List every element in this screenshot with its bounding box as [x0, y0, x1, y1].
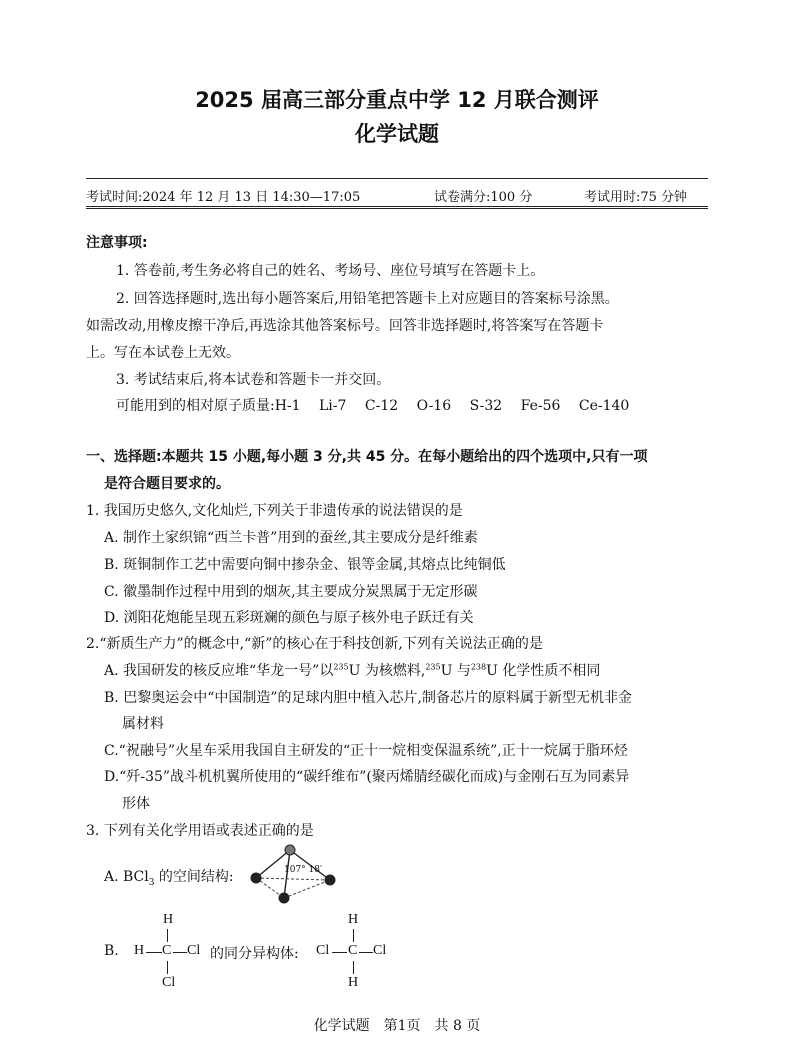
q2-option-d-line2: 形体	[122, 796, 150, 812]
section-heading-b: 是符合题目要求的。	[104, 476, 230, 492]
atom-h-top: H	[163, 912, 174, 927]
q1-option-b: B. 斑铜制作工艺中需要向铜中掺杂金、银等金属,其熔点比纯铜低	[104, 557, 506, 573]
bond-vertical	[353, 961, 354, 974]
exam-subtitle: 化学试题	[355, 122, 439, 146]
top-rule	[86, 178, 708, 179]
q2-option-c: C.“祝融号”火星车采用我国自主研发的“正十一烷相变保温系统”,正十一烷属于脂环烃	[104, 743, 628, 759]
q1-stem: 1. 我国历史悠久,文化灿烂,下列关于非遗传承的说法错误的是	[86, 503, 463, 519]
atom-c-center-2: C	[348, 943, 358, 958]
bond-angle-label: 107° 18′	[284, 865, 323, 875]
q1-option-d: D. 浏阳花炮能呈现五彩斑斓的颜色与原子核外电子跃迁有关	[104, 610, 474, 626]
atom-ball	[325, 875, 336, 886]
q3-option-a: A. BCl$_3$ 的空间结构:	[104, 869, 234, 888]
atom-ball	[285, 845, 295, 855]
atom-h-left: H	[134, 943, 145, 958]
atom-c-center: C	[162, 943, 172, 958]
atom-cl-bottom: Cl	[162, 975, 176, 990]
atom-h-bottom-2: H	[348, 975, 359, 990]
notice-item-1: 1. 答卷前,考生务必将自己的姓名、考场号、座位号填写在答题卡上。	[116, 263, 545, 279]
header-rule	[86, 206, 708, 209]
atom-ball	[279, 893, 290, 904]
exam-title: 2025 届高三部分重点中学 12 月联合测评	[195, 88, 599, 112]
q2-option-b-line2: 属材料	[122, 716, 164, 732]
atom-cl-right-2: Cl	[373, 943, 387, 958]
dashed-edge	[256, 878, 330, 880]
bond-horizontal	[332, 952, 347, 953]
q1-option-a: A. 制作土家织锦“西兰卡普”用到的蚕丝,其主要成分是纤维素	[104, 530, 478, 546]
bond-horizontal	[146, 952, 162, 953]
bond-vertical	[167, 961, 168, 974]
atomic-masses: 可能用到的相对原子质量:H-1 Li-7 C-12 O-16 S-32 Fe-56 Ce-140	[116, 398, 630, 414]
atom-ball	[251, 873, 262, 884]
q2-stem: 2.“新质生产力”的概念中,“新”的核心在于科技创新,下列有关说法正确的是	[86, 636, 543, 652]
q2-option-b-line1: B. 巴黎奥运会中“中国制造”的足球内胆中植入芯片,制备芯片的原料属于新型无机非金	[104, 690, 632, 706]
q3-option-b-label: B.	[104, 943, 119, 959]
section-heading-a: 一、选择题:本题共 15 小题,每小题 3 分,共 45 分。在每小题给出的四个选项中,只有一项	[86, 449, 648, 465]
q2-option-a: A. 我国研发的核反应堆“华龙一号”以$^{235}$U 为核燃料,$^{235}$U 与$^{238}$U 化学性质不相同	[104, 662, 601, 679]
dashed-edge	[284, 880, 330, 898]
bond-horizontal	[173, 952, 187, 953]
notice-item-2c: 上。写在本试卷上无效。	[86, 345, 240, 361]
bond-vertical	[167, 929, 168, 942]
q3-option-b-text: 的同分异构体:	[210, 946, 299, 962]
notice-item-2a: 2. 回答选择题时,选出每小题答案后,用铅笔把答题卡上对应题目的答案标号涂黑。	[116, 291, 619, 307]
bond-horizontal	[359, 952, 373, 953]
atom-cl-left-2: Cl	[316, 943, 330, 958]
q3-stem: 3. 下列有关化学用语或表述正确的是	[86, 823, 314, 839]
full-score: 试卷满分:100 分	[434, 190, 533, 205]
q2-option-d-line1: D.“歼-35”战斗机机翼所使用的“碳纤维布”(聚丙烯腈经碳化而成)与金刚石互为同素异	[104, 769, 630, 785]
exam-time: 考试时间:2024 年 12 月 13 日 14:30—17:05	[86, 190, 361, 205]
atom-h-top-2: H	[348, 912, 359, 927]
notice-item-2b: 如需改动,用橡皮擦干净后,再选涂其他答案标号。回答非选择题时,将答案写在答题卡	[86, 318, 604, 334]
notice-heading: 注意事项:	[86, 235, 148, 251]
exam-duration: 考试用时:75 分钟	[584, 190, 688, 205]
atom-cl-right: Cl	[187, 943, 201, 958]
notice-item-3: 3. 考试结束后,将本试卷和答题卡一并交回。	[116, 372, 391, 388]
page-footer: 化学试题 第1页 共 8 页	[313, 1018, 481, 1034]
bcl3-structure-diagram	[244, 840, 344, 906]
bond-vertical	[353, 929, 354, 942]
q1-option-c: C. 徽墨制作过程中用到的烟灰,其主要成分炭黑属于无定形碳	[104, 584, 478, 600]
